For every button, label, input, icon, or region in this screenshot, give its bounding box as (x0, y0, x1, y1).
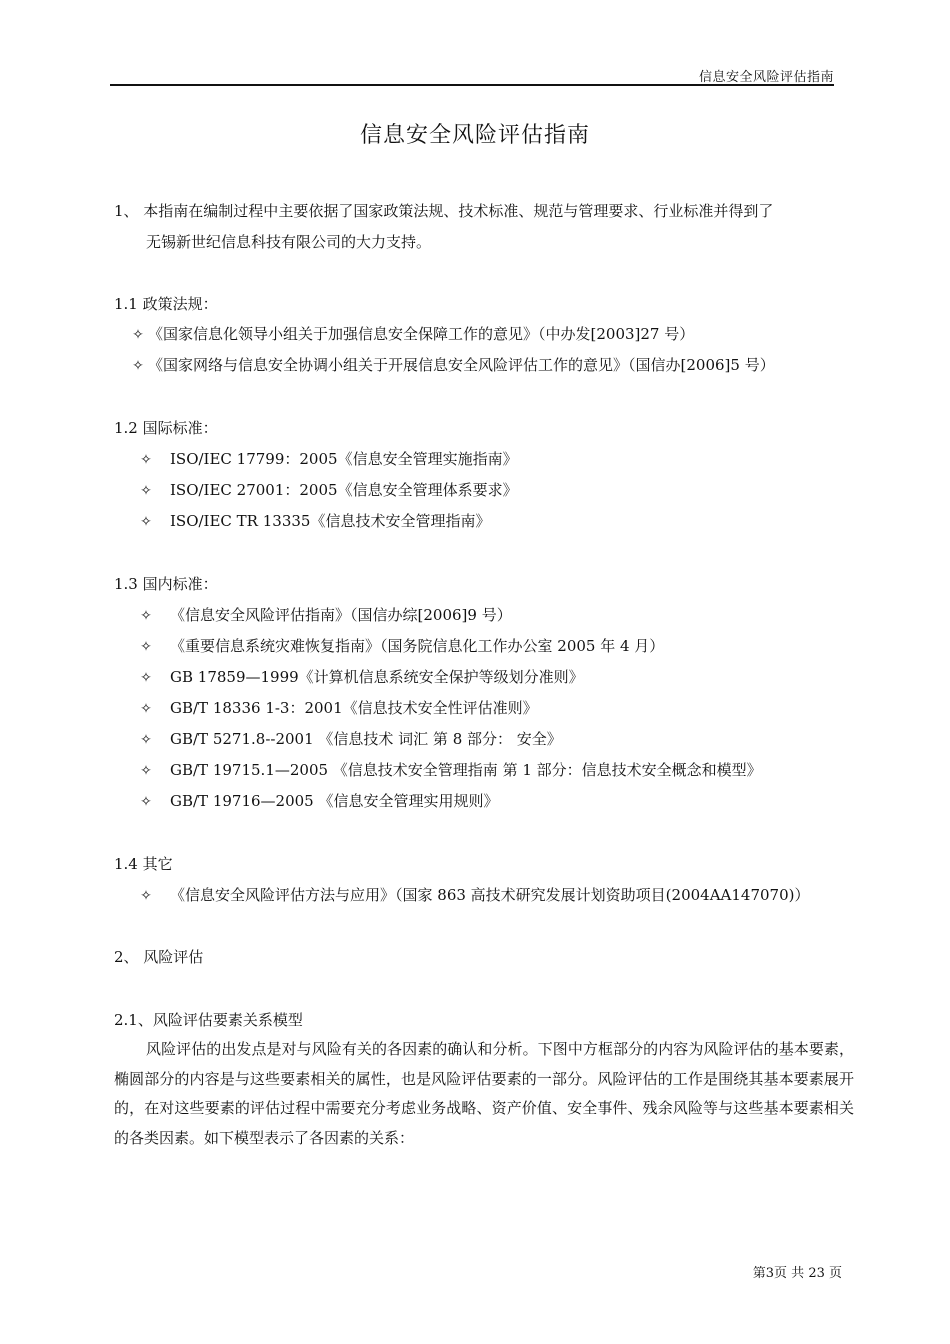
running-title: 信息安全风险评估指南 (698, 70, 834, 85)
list-item-text: 《信息安全风险评估方法与应用》（国家 863 高技术研究发展计划资助项目(2004AA147070)） (170, 886, 810, 904)
page-footer: 第3页 共 23 页 (752, 1266, 842, 1281)
bullet-star-icon: ✧ (140, 608, 152, 624)
list-item-text: GB 17859—1999《计算机信息系统安全保护等级划分准则》 (170, 668, 584, 686)
list-item (130, 355, 775, 376)
list-item (138, 480, 518, 501)
list-item (138, 698, 538, 719)
list-item (138, 449, 518, 470)
list-item-text: 《国家网络与信息安全协调小组关于开展信息安全风险评估工作的意见》（国信办[2006]5 号） (148, 356, 775, 374)
list-item (138, 791, 499, 812)
bullet-star-icon: ✧ (132, 358, 144, 374)
s2-1-paragraph: 风险评估的出发点是对与风险有关的各因素的确认和分析。下图中方框部分的内容为风险评估的基本要素，椭圆部分的内容是与这些要素相关的属性，也是风险评估要素的一部分。风险评估的工作是围绕其基本要素展开的，在对这些要素的评估过程中需要充分考虑业务战略、资产价值、安全事件、残余风险等与这些基本要素相关的各类因素。如下模型表示了各因素的关系： (114, 1040, 854, 1147)
header-rule (110, 84, 834, 86)
list-item-text: 《国家信息化领导小组关于加强信息安全保障工作的意见》（中办发[2003]27 号） (148, 325, 695, 343)
bullet-star-icon: ✧ (140, 888, 152, 904)
bullet-star-icon: ✧ (140, 514, 152, 530)
list-item-text: 《重要信息系统灾难恢复指南》（国务院信息化工作办公室 2005 年 4 月） (170, 637, 665, 655)
bullet-star-icon: ✧ (140, 639, 152, 655)
section2-heading: 2、 风险评估 (114, 948, 204, 966)
list-item-text: ISO/IEC 27001：2005《信息安全管理体系要求》 (170, 481, 518, 499)
section1-line2: 无锡新世纪信息科技有限公司的大力支持。 (146, 233, 432, 251)
list-item-text: ISO/IEC 17799：2005《信息安全管理实施指南》 (170, 450, 518, 468)
bullet-star-icon: ✧ (140, 670, 152, 686)
list-item-text: ISO/IEC TR 13335《信息技术安全管理指南》 (170, 512, 491, 530)
document-title: 信息安全风险评估指南 (359, 123, 590, 148)
bullet-star-icon: ✧ (140, 483, 152, 499)
bullet-star-icon: ✧ (132, 327, 144, 343)
section1-line1: 1、 本指南在编制过程中主要依据了国家政策法规、技术标准、规范与管理要求、行业标准并得到了 (114, 202, 774, 220)
bullet-star-icon: ✧ (140, 701, 152, 717)
list-item-text: GB/T 19715.1—2005 《信息技术安全管理指南 第 1 部分：信息技术安全概念和模型》 (170, 761, 762, 779)
list-item-text: GB/T 18336 1-3：2001《信息技术安全性评估准则》 (170, 699, 538, 717)
s1-4-heading: 1.4 其它 (114, 855, 173, 873)
s1-3-heading: 1.3 国内标准： (114, 575, 218, 593)
list-item (138, 605, 512, 626)
s2-1-heading: 2.1、风险评估要素关系模型 (114, 1011, 303, 1029)
bullet-star-icon: ✧ (140, 763, 152, 779)
s1-1-heading: 1.1 政策法规： (114, 295, 218, 313)
bullet-star-icon: ✧ (140, 452, 152, 468)
list-item-text: GB/T 19716—2005 《信息安全管理实用规则》 (170, 792, 499, 810)
list-item (138, 667, 584, 688)
list-item-text: GB/T 5271.8--2001 《信息技术 词汇 第 8 部分： 安全》 (170, 730, 562, 748)
list-item (130, 324, 694, 345)
list-item (138, 760, 762, 781)
list-item (138, 885, 809, 906)
bullet-star-icon: ✧ (140, 732, 152, 748)
list-item-text: 《信息安全风险评估指南》（国信办综[2006]9 号） (170, 606, 512, 624)
list-item (138, 511, 490, 532)
s1-2-heading: 1.2 国际标准： (114, 419, 218, 437)
list-item (138, 636, 664, 657)
bullet-star-icon: ✧ (140, 794, 152, 810)
list-item (138, 729, 562, 750)
